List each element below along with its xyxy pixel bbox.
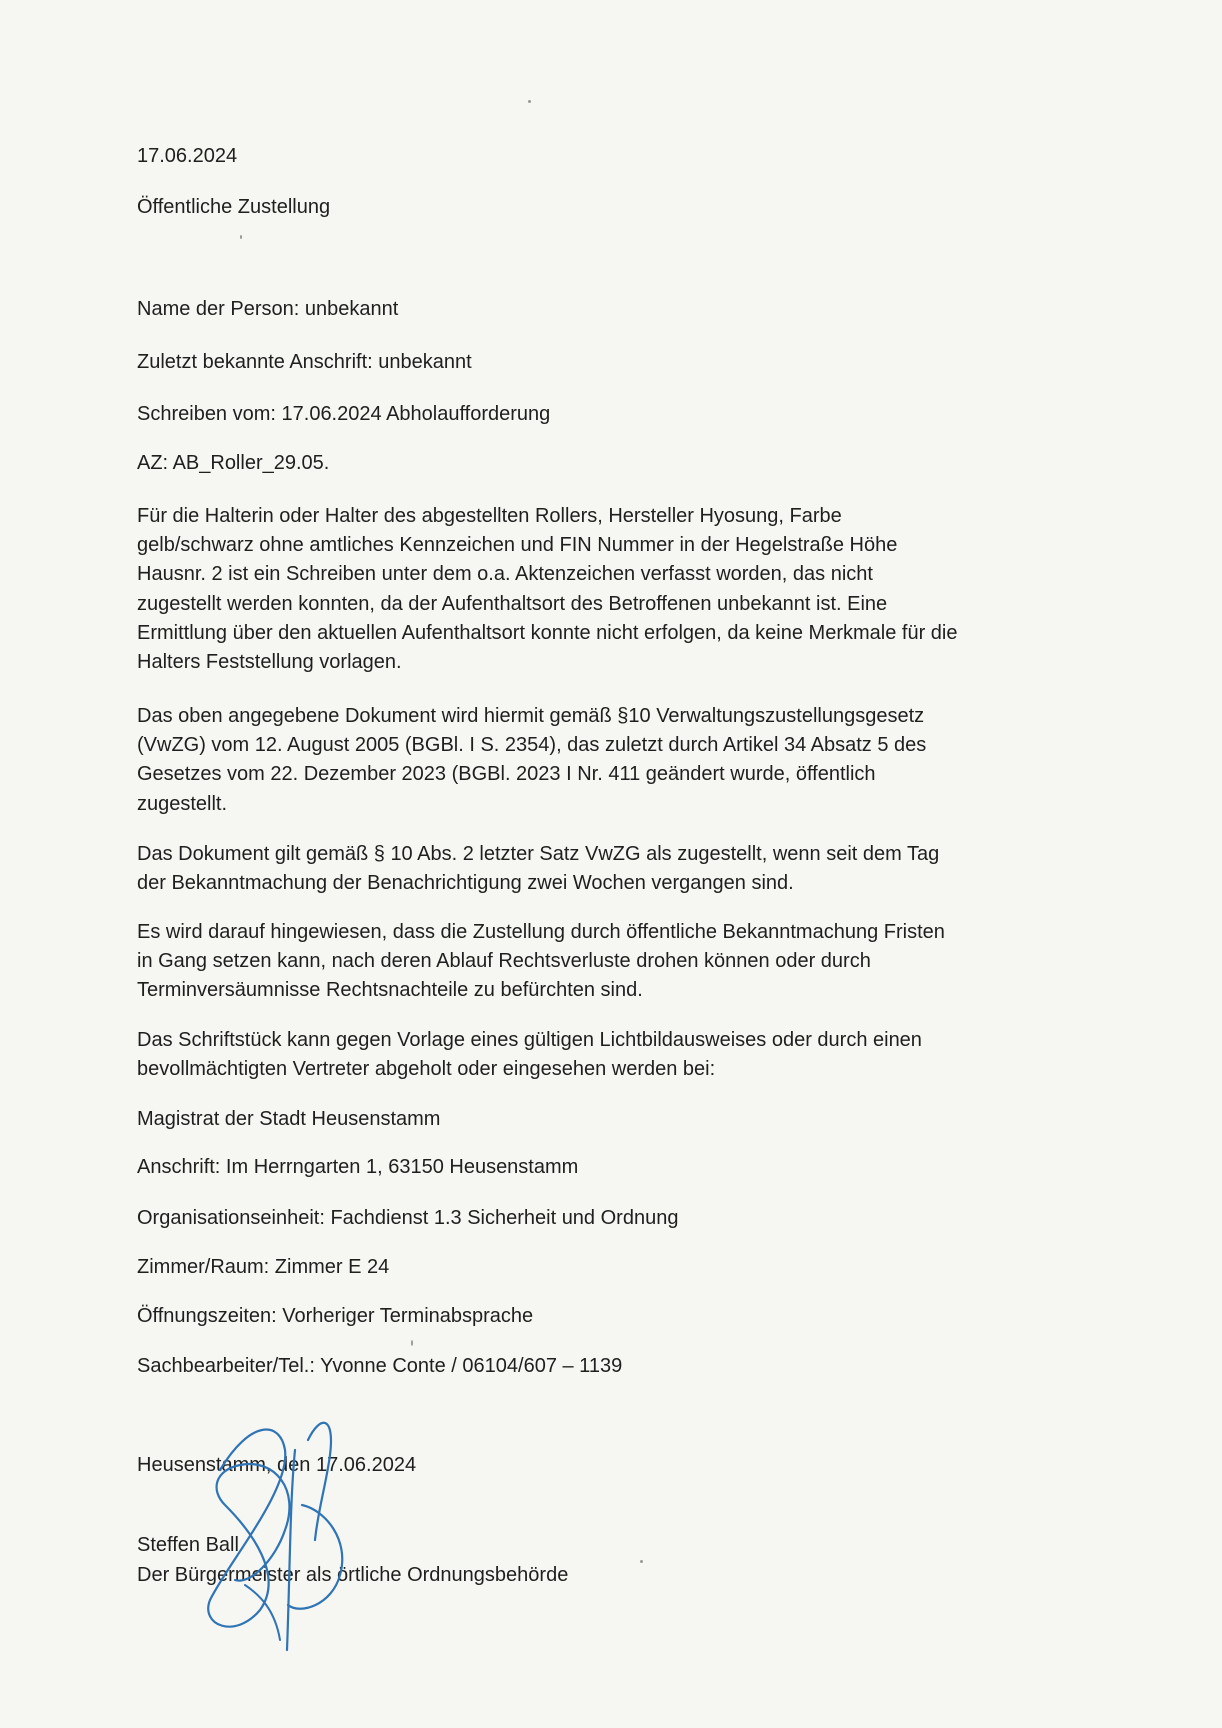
office-unit: Organisationseinheit: Fachdienst 1.3 Sicherheit und Ordnung xyxy=(137,1207,679,1229)
paragraph-line: der Bekanntmachung der Benachrichtigung zwei Wochen vergangen sind. xyxy=(137,872,794,895)
office-authority: Magistrat der Stadt Heusenstamm xyxy=(137,1108,441,1130)
paragraph-line: zugestellt werden konnten, da der Aufenthaltsort des Betroffenen unbekannt ist. Eine xyxy=(137,592,888,615)
office-hours: Öffnungszeiten: Vorheriger Terminabsprache xyxy=(137,1305,534,1327)
scan-speck xyxy=(411,1340,413,1346)
paragraph-line: zugestellt. xyxy=(137,792,228,815)
signer-role: Der Bürgermeister als örtliche Ordnungsbehörde xyxy=(137,1564,569,1586)
letter-date: 17.06.2024 xyxy=(137,145,238,167)
paragraph-line: Das Schriftstück kann gegen Vorlage eines gültigen Lichtbildausweises oder durch einen xyxy=(137,1029,922,1051)
paragraph-legal-basis xyxy=(137,702,1087,819)
paragraph-line: Hausnr. 2 ist ein Schreiben unter dem o.a. Aktenzeichen verfasst worden, das nicht xyxy=(137,563,873,586)
paragraph-line: Das Dokument gilt gemäß § 10 Abs. 2 letzter Satz VwZG als zugestellt, wenn seit dem Tag xyxy=(137,843,940,865)
paragraph-line: Ermittlung über den aktuellen Aufenthaltsort konnte nicht erfolgen, da keine Merkmale für die xyxy=(137,621,958,644)
letter-title: Öffentliche Zustellung xyxy=(137,196,331,218)
scan-speck xyxy=(528,100,531,103)
paragraph-notice xyxy=(137,918,1087,1006)
paragraph-vehicle xyxy=(137,502,1087,677)
office-room: Zimmer/Raum: Zimmer E 24 xyxy=(137,1256,390,1278)
field-name: Name der Person: unbekannt xyxy=(137,298,399,320)
field-address: Zuletzt bekannte Anschrift: unbekannt xyxy=(137,351,472,373)
signer-name: Steffen Ball xyxy=(137,1534,239,1556)
field-reference: AZ: AB_Roller_29.05. xyxy=(137,452,330,474)
closing-place-date: Heusenstamm, den 17.06.2024 xyxy=(137,1454,417,1476)
paragraph-line: gelb/schwarz ohne amtliches Kennzeichen und FIN Nummer in der Hegelstraße Höhe xyxy=(137,534,898,557)
paragraph-pickup xyxy=(137,1026,1087,1084)
paragraph-effective xyxy=(137,840,1087,898)
scan-speck xyxy=(240,235,242,239)
office-address: Anschrift: Im Herrngarten 1, 63150 Heusenstamm xyxy=(137,1156,579,1178)
paragraph-line: (VwZG) vom 12. August 2005 (BGBl. I S. 2354), das zuletzt durch Artikel 34 Absatz 5 des xyxy=(137,734,927,757)
office-contact: Sachbearbeiter/Tel.: Yvonne Conte / 06104/607 – 1139 xyxy=(137,1355,623,1377)
scan-speck xyxy=(640,1560,643,1563)
paragraph-line: Es wird darauf hingewiesen, dass die Zustellung durch öffentliche Bekanntmachung Fristen xyxy=(137,921,945,943)
field-letter-of: Schreiben vom: 17.06.2024 Abholaufforderung xyxy=(137,403,551,425)
paragraph-line: Halters Feststellung vorlagen. xyxy=(137,651,402,674)
handwritten-signature xyxy=(190,1410,390,1660)
paragraph-line: in Gang setzen kann, nach deren Ablauf Rechtsverluste drohen können oder durch xyxy=(137,950,871,973)
paragraph-line: Das oben angegebene Dokument wird hiermit gemäß §10 Verwaltungszustellungsgesetz xyxy=(137,705,925,727)
paragraph-line: bevollmächtigten Vertreter abgeholt oder eingesehen werden bei: xyxy=(137,1058,716,1081)
paragraph-line: Für die Halterin oder Halter des abgestellten Rollers, Hersteller Hyosung, Farbe xyxy=(137,505,842,527)
paragraph-line: Terminversäumnisse Rechtsnachteile zu befürchten sind. xyxy=(137,979,643,1002)
paragraph-line: Gesetzes vom 22. Dezember 2023 (BGBl. 2023 I Nr. 411 geändert wurde, öffentlich xyxy=(137,763,876,786)
